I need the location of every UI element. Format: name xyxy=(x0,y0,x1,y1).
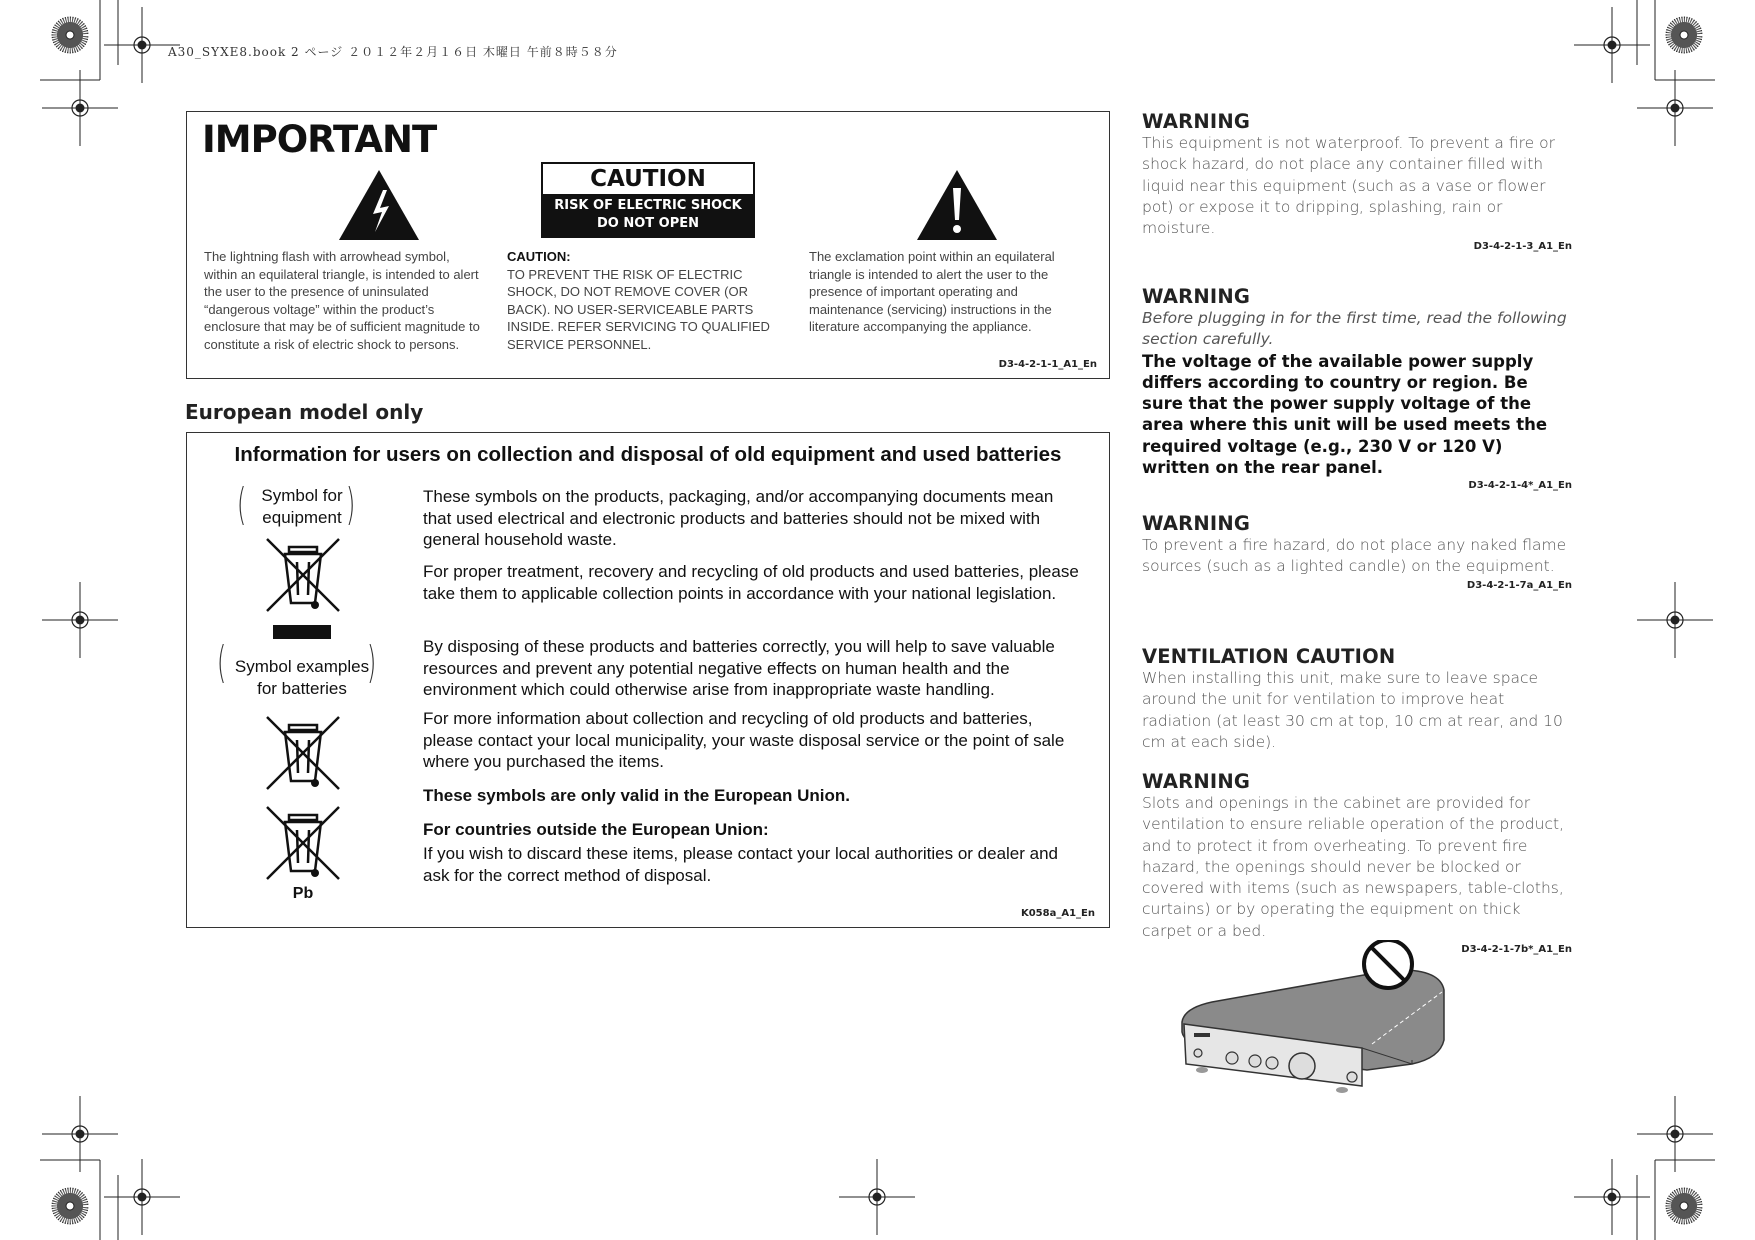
caution-plate xyxy=(541,162,755,238)
warning-section-4 xyxy=(1142,770,1572,955)
caution-plate-line1: RISK OF ELECTRIC SHOCK xyxy=(554,198,742,213)
crossed-bin-icon xyxy=(265,537,341,617)
warning-heading: WARNING xyxy=(1142,110,1251,133)
lightning-description: The lightning flash with arrowhead symbol, within an equilateral triangle, is intended to alert the user to the presence of uninsulated “dangerous voltage” within the product’s enclosure that may be of sufficient magnitude to constitute a risk of electric shock to persons. xyxy=(204,249,480,352)
exclamation-triangle-icon xyxy=(915,168,999,242)
caution-plate-title: CAUTION xyxy=(590,166,706,192)
warning-heading: WARNING xyxy=(1142,512,1251,535)
caution-heading: CAUTION: xyxy=(507,249,571,264)
disposal-paragraph-7: If you wish to discard these items, please contact your local authorities or dealer and ask for the correct method of disposal. xyxy=(423,844,1059,885)
symbol-equipment-line2: equipment xyxy=(262,508,342,527)
disposal-code: K058a_A1_En xyxy=(1020,908,1095,919)
disposal-paragraph-4: For more information about collection and recycling of old products and batteries, please contact your local municipality, your waste disposal service or the point of sale where you purchased the items. xyxy=(423,709,1065,771)
important-code: D3-4-2-1-1_A1_En xyxy=(998,359,1097,370)
left-paren: ( xyxy=(216,637,227,688)
warning-section-1 xyxy=(1142,110,1572,252)
warning-code: D3-4-2-1-3_A1_En xyxy=(1473,241,1572,253)
warning-code: D3-4-2-1-7b*_A1_En xyxy=(1461,944,1572,956)
disposal-paragraph-3: By disposing of these products and batteries correctly, you will help to save valuable resources and prevent any potential negative effects on human health and the environment which could otherwise arise from inappropriate waste handling. xyxy=(423,637,1055,699)
crossed-bin-icon xyxy=(265,805,341,885)
amplifier-illustration xyxy=(1172,940,1452,1100)
warning-intro: Before plugging in for the first time, read the following section carefully. xyxy=(1142,309,1567,349)
pb-label: Pb xyxy=(292,885,314,902)
warning-code: D3-4-2-1-4*_A1_En xyxy=(1468,480,1572,492)
symbol-equipment-line1: Symbol for xyxy=(261,486,343,505)
right-paren: ) xyxy=(345,479,356,530)
right-paren: ) xyxy=(366,637,377,688)
disposal-paragraph-2: For proper treatment, recovery and recycling of old products and used batteries, please take them to applicable collection points in accordance with your national legislation. xyxy=(423,562,1079,603)
warning-heading: WARNING xyxy=(1142,770,1251,793)
file-header: A30_SYXE8.book 2 ページ ２０１２年２月１６日 木曜日 午前８時５８分 xyxy=(168,45,618,59)
warning-text: To prevent a fire hazard, do not place any naked flame sources (such as a lighted candle) on the equipment. xyxy=(1142,536,1567,576)
exclamation-description: The exclamation point within an equilateral triangle is intended to alert the user to the presence of important operating and maintenance (servicing) instructions in the literature accompanying the appliance. xyxy=(809,249,1055,335)
warning-heading: WARNING xyxy=(1142,285,1251,308)
warning-bold-text: The voltage of the available power supply differs according to country or region. Be sure that the power supply voltage of the area where this unit will be used meets the required voltage (e.g., 230 V or 120 V) written on the rear panel. xyxy=(1142,351,1548,478)
symbol-batteries-label xyxy=(222,656,382,700)
prohibition-icon xyxy=(1364,940,1412,988)
european-model-label: European model only xyxy=(185,400,424,424)
lightning-triangle-icon xyxy=(337,168,421,242)
warning-text: Slots and openings in the cabinet are provided for ventilation to ensure reliable operation of the product, and to protect it from overheating. To prevent fire hazard, the openings should never be blocked or covered with items (such as newspapers, table-cloths, curtains) or by operating the equipment on thick carpet or a bed. xyxy=(1142,794,1564,940)
disposal-title: Information for users on collection and disposal of old equipment and used batteries xyxy=(234,443,1062,466)
ventilation-section xyxy=(1142,645,1572,753)
caution-description xyxy=(507,248,783,354)
caution-plate-subtitle xyxy=(543,194,753,236)
disposal-paragraph-5: These symbols are only valid in the European Union. xyxy=(423,786,850,805)
symbol-equipment-label xyxy=(242,479,362,530)
symbol-batteries-line1: Symbol examples xyxy=(234,657,370,676)
equipment-bar xyxy=(273,625,331,639)
caution-plate-line2: DO NOT OPEN xyxy=(596,216,700,231)
symbol-batteries-line2: for batteries xyxy=(257,679,347,698)
warning-text: This equipment is not waterproof. To prevent a fire or shock hazard, do not place any container filled with liquid near this equipment (such as a vase or flower pot) or expose it to dripping, splashing, rain or moisture. xyxy=(1142,134,1555,238)
left-paren: ( xyxy=(236,479,247,530)
important-box xyxy=(186,111,1110,379)
disposal-box xyxy=(186,432,1110,928)
disposal-paragraph-1: These symbols on the products, packaging, and/or accompanying documents mean that used electrical and electronic products and batteries should not be mixed with general household waste. xyxy=(423,487,1054,549)
warning-section-3 xyxy=(1142,512,1572,591)
ventilation-text: When installing this unit, make sure to leave space around the unit for ventilation to improve heat radiation (at least 30 cm at top, 10 cm at rear, and 10 cm at each side). xyxy=(1142,669,1563,751)
crossed-bin-icon xyxy=(265,715,341,795)
warning-section-2 xyxy=(1142,285,1572,491)
warning-code: D3-4-2-1-7a_A1_En xyxy=(1466,579,1572,591)
caution-text: TO PREVENT THE RISK OF ELECTRIC SHOCK, DO NOT REMOVE COVER (OR BACK). NO USER-SERVICEABLE PARTS INSIDE. REFER SERVICING TO QUALIFIED SERVICE PERSONNEL. xyxy=(507,266,770,352)
disposal-paragraph-6: For countries outside the European Union: xyxy=(423,820,769,839)
important-title: IMPORTANT xyxy=(202,118,437,161)
ventilation-heading: VENTILATION CAUTION xyxy=(1142,645,1396,668)
